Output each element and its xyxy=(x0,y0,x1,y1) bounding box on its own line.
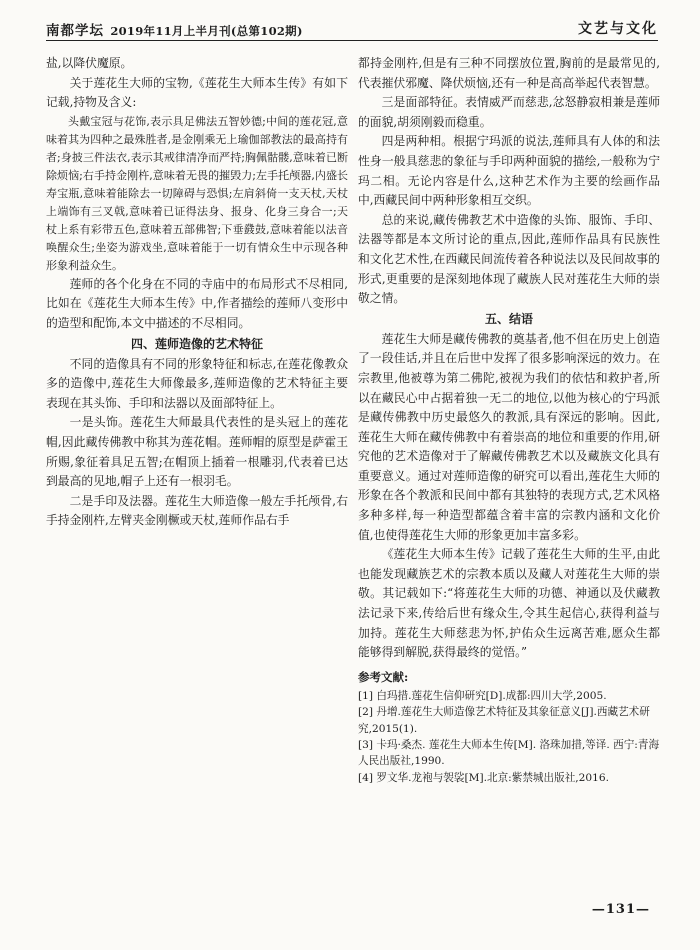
section-heading: 五、结语 xyxy=(484,311,533,326)
journal-info xyxy=(46,19,303,39)
paragraph: 都持金刚杵,但是有三种不同摆放位置,胸前的是最常见的,代表摧伏邪魔、降伏烦恼,还有一种是高高举起代表智慧。 xyxy=(358,56,660,90)
reference-item: [3] 卡玛·桑杰. 莲花生大师本生传[M]. 洛珠加措,等译. 西宁:青海人民出版社,1990. xyxy=(358,739,660,768)
paragraph: 不同的造像具有不同的形象特征和标志,在莲花像教众多的造像中,莲花生大师像最多,莲师造像的艺术特征主要表现在其头饰、手印和法器以及面部特征上。 xyxy=(46,356,348,410)
paragraph: 《莲花生大师本生传》记载了莲花生大师的生平,由此也能发现藏族艺术的宗教本质以及藏人对莲花生大师的崇敬。其记载如下:“将莲花生大师的功德、神通以及伏藏教法记录下来,传给后世有缘众生,令其生起信心,获得利益与加持。莲花生大师慈悲为怀,护佑众生远离苦难,愿众生都能够得到解脱,获得最终的觉悟。” xyxy=(358,547,660,660)
section-heading: 四、莲师造像的艺术特征 xyxy=(130,336,263,351)
references-title: 参考文献: xyxy=(358,669,409,684)
references-list xyxy=(358,688,660,786)
left-column xyxy=(46,54,348,531)
page-number: —131— xyxy=(591,902,650,917)
paragraph: 四是两种相。根据宁玛派的说法,莲师具有人体的和法性身一般具慈悲的象征与手印两种面貌的描绘,一般称为宁玛二相。无论内容是什么,这种艺术作为主要的绘画作品中,西藏民间中两种形象相互交织。 xyxy=(358,134,660,208)
journal-issue: 2019年11月上半月刊(总第102期) xyxy=(110,24,303,38)
paragraph: 莲师的各个化身在不同的寺庙中的布局形式不尽相同,比如在《莲花生大师本生传》中,作者描绘的莲师八变形中的造型和配饰,本文中描述的不尽相同。 xyxy=(46,276,348,330)
paragraph: 一是头饰。莲花生大师最具代表性的是头冠上的莲花帽,因此藏传佛教中称其为莲花帽。莲师帽的原型是萨霍王所赐,象征着具足五智;在帽顶上插着一根雕羽,代表着已达到最高的见地,帽子上还有一根羽毛。 xyxy=(46,415,348,489)
paragraph: 二是手印及法器。莲花生大师造像一般左手托颅骨,右手持金刚杵,左臂夹金刚橛或天杖,莲师作品右手 xyxy=(46,493,348,528)
right-column xyxy=(358,54,660,786)
reference-item: [4] 罗文华.龙袍与袈裟[M].北京:紫禁城出版社,2016. xyxy=(358,771,609,784)
paragraph: 关于莲花生大师的宝物,《莲花生大师本生传》有如下记载,持物及含义: xyxy=(46,75,348,110)
reference-item: [2] 丹增.莲花生大师造像艺术特征及其象征意义[J].西藏艺术研究,2015(1). xyxy=(358,706,650,735)
paragraph: 三是面部特征。表情威严而慈悲,忿怒静寂相兼是莲师的面貌,胡须刚毅而稳重。 xyxy=(358,95,660,129)
right-column-body xyxy=(358,54,660,663)
page-header xyxy=(46,14,658,41)
paragraph: 莲花生大师是藏传佛教的奠基者,他不但在历史上创造了一段佳话,并且在后世中发挥了很多影响深远的效力。在宗教里,他被尊为第二佛陀,被视为我们的依怙和救护者,所以在藏民心中占据着独一无二的地位,以他为核心的宁玛派是藏传佛教中历史最悠久的教派,具有深远的影响。因此,莲花生大师在藏传佛教中有着崇高的地位和重要的作用,研究他的艺术造像对于了解藏传佛教艺术以及藏族文化具有重要意义。通过对莲师造像的研究可以看出,莲花生大师的形象在各个教派和民间中都有其独特的表现方式,艺术风格多种多样,每一种造型都蕴含着丰富的宗教内涵和文化价值,也使得莲花生大师的形象更加丰富多彩。 xyxy=(358,331,660,542)
paragraph: 盐,以降伏魔原。 xyxy=(46,56,133,70)
paragraph: 头戴宝冠与花饰,表示具足佛法五智妙德;中间的莲花冠,意味着其为四种之最殊胜者,是金刚乘无上瑜伽部教法的最高持有者;身披三件法衣,表示其戒律清净而严持;胸佩骷髅,意味着已断除烦恼;右手持金刚杵,意味着无畏的摧毁力;左手托颅器,内盛长寿宝瓶,意味着能除去一切障碍与恐惧;左肩斜倚一支天杖,天杖上端饰有三叉戟,意味着已证得法身、报身、化身三身合一;天杖上系有彩带五色,意味着五部佛智;下垂鼗鼓,意味着能以法音唤醒众生;坐姿为游戏坐,意味着能于一切有情众生中示现各种形象利益众生。 xyxy=(46,114,348,272)
section-title: 文艺与文化 xyxy=(578,21,658,37)
reference-item: [1] 白玛措.莲花生信仰研究[D].成都:四川大学,2005. xyxy=(358,689,607,702)
journal-name: 南都学坛 xyxy=(46,23,104,39)
paragraph: 总的来说,藏传佛教艺术中造像的头饰、服饰、手印、法器等都是本文所讨论的重点,因此,莲师作品具有民族性和文化艺术性,在西藏民间流传着各种说法以及民间故事的形式,更重要的是深刻地体现了藏族人民对莲花生大师的崇敬之情。 xyxy=(358,212,660,306)
